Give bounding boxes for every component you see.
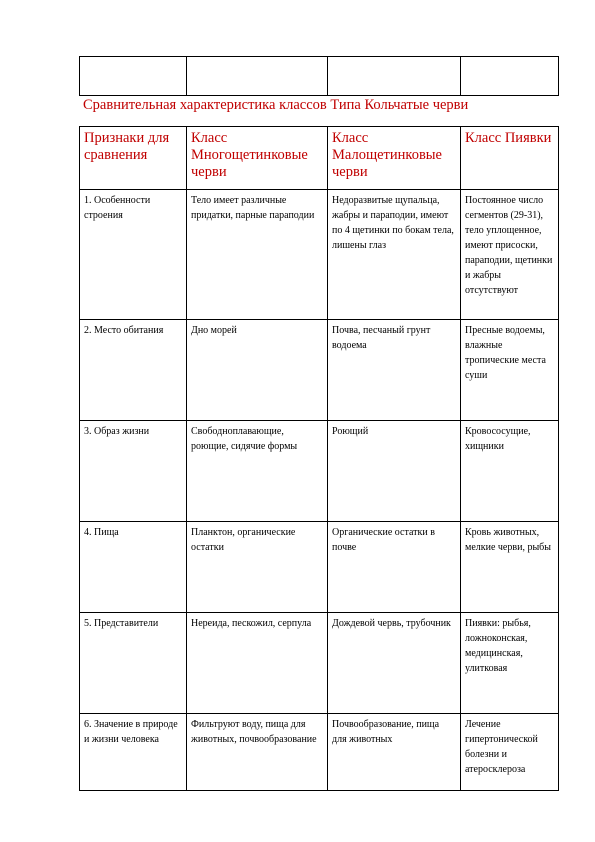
table-cell: Нереида, пескожил, серпула <box>187 613 328 714</box>
table-cell: Дно морей <box>187 320 328 421</box>
table-cell <box>80 57 187 96</box>
table-cell: Пресные водоемы, влажные тропические места суши <box>461 320 559 421</box>
table-row <box>80 190 559 320</box>
table-cell: 2. Место обитания <box>80 320 187 421</box>
table-cell: Почвообразование, пища для животных <box>328 714 461 791</box>
empty-top-table <box>79 56 559 96</box>
table-row <box>80 522 559 613</box>
table-row <box>80 421 559 522</box>
table-row <box>80 613 559 714</box>
table-cell <box>328 57 461 96</box>
table-cell: Органические остатки в почве <box>328 522 461 613</box>
table-header-row <box>80 127 559 190</box>
table-cell: 4. Пища <box>80 522 187 613</box>
table-cell: Постоянное число сегментов (29-31), тело уплощенное, имеют присоски, параподии, щетинки и жабры отсутствуют <box>461 190 559 320</box>
table-row <box>80 320 559 421</box>
header-cell: Класс Малощетинковые черви <box>328 127 461 190</box>
table-row <box>80 57 559 96</box>
table-cell: Кровососущие, хищники <box>461 421 559 522</box>
page-title: Сравнительная характеристика классов Типа Кольчатые черви <box>83 97 469 113</box>
table-cell: Почва, песчаный грунт водоема <box>328 320 461 421</box>
comparison-table <box>79 126 559 791</box>
table-cell: Дождевой червь, трубочник <box>328 613 461 714</box>
table-cell: 6. Значение в природе и жизни человека <box>80 714 187 791</box>
table-cell: Тело имеет различные придатки, парные параподии <box>187 190 328 320</box>
table-cell <box>187 57 328 96</box>
table-cell: 3. Образ жизни <box>80 421 187 522</box>
table-cell: Фильтруют воду, пища для животных, почвообразование <box>187 714 328 791</box>
table-cell: Роющий <box>328 421 461 522</box>
table-cell: Планктон, органические остатки <box>187 522 328 613</box>
table-cell: 1. Особенности строения <box>80 190 187 320</box>
table-cell: 5. Представители <box>80 613 187 714</box>
table-cell: Кровь животных, мелкие черви, рыбы <box>461 522 559 613</box>
table-cell: Недоразвитые щупальца, жабры и параподии, имеют по 4 щетинки по бокам тела, лишены глаз <box>328 190 461 320</box>
header-cell: Класс Пиявки <box>461 127 559 190</box>
header-cell: Класс Многощетинковые черви <box>187 127 328 190</box>
table-cell <box>461 57 559 96</box>
table-row <box>80 714 559 791</box>
header-cell: Признаки для сравнения <box>80 127 187 190</box>
table-cell: Пиявки: рыбья, ложноконская, медицинская, улитковая <box>461 613 559 714</box>
table-cell: Лечение гипертонической болезни и атеросклероза <box>461 714 559 791</box>
table-cell: Свободноплавающие, роющие, сидячие формы <box>187 421 328 522</box>
